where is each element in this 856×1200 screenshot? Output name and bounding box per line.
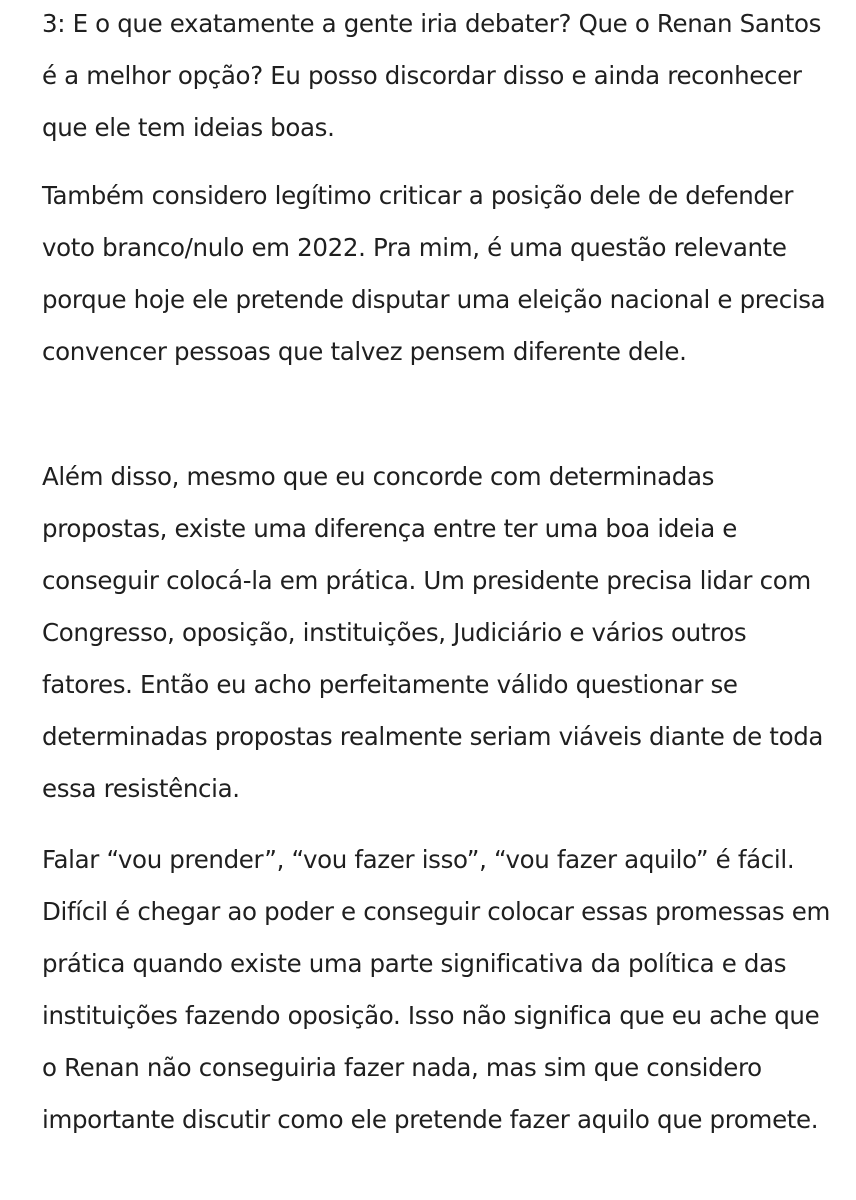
message-paragraph: Falar “vou prender”, “vou fazer isso”, “vou fazer aquilo” é fácil. Difícil é chegar ao poder e conseguir colocar essas promessas em prática quando existe uma parte significativa da política e das instituições fazendo oposição. Isso não significa que eu ache que o Renan não conseguiria fazer nada, mas sim que considero importante discutir como ele pretende fazer aquilo que promete.	[42, 845, 831, 1134]
message-paragraph: Além disso, mesmo que eu concorde com determinadas propostas, existe uma diferença entre ter uma boa ideia e conseguir colocá-la em prática. Um presidente precisa lidar com Congresso, oposição, instituições, Judiciário e vários outros fatores. Então eu acho perfeitamente válido questionar se determinadas propostas realmente seriam viáveis diante de toda essa resistência.	[42, 462, 824, 803]
message-paragraph: Também considero legítimo criticar a posição dele de defender voto branco/nulo em 2022. Pra mim, é uma questão relevante porque hoje ele pretende disputar uma eleição nacional e precisa convencer pessoas que talvez pensem diferente dele.	[42, 181, 826, 366]
message-paragraph: 3: E o que exatamente a gente iria debater? Que o Renan Santos é a melhor opção? Eu posso discordar disso e ainda reconhecer que ele tem ideias boas.	[42, 9, 822, 142]
